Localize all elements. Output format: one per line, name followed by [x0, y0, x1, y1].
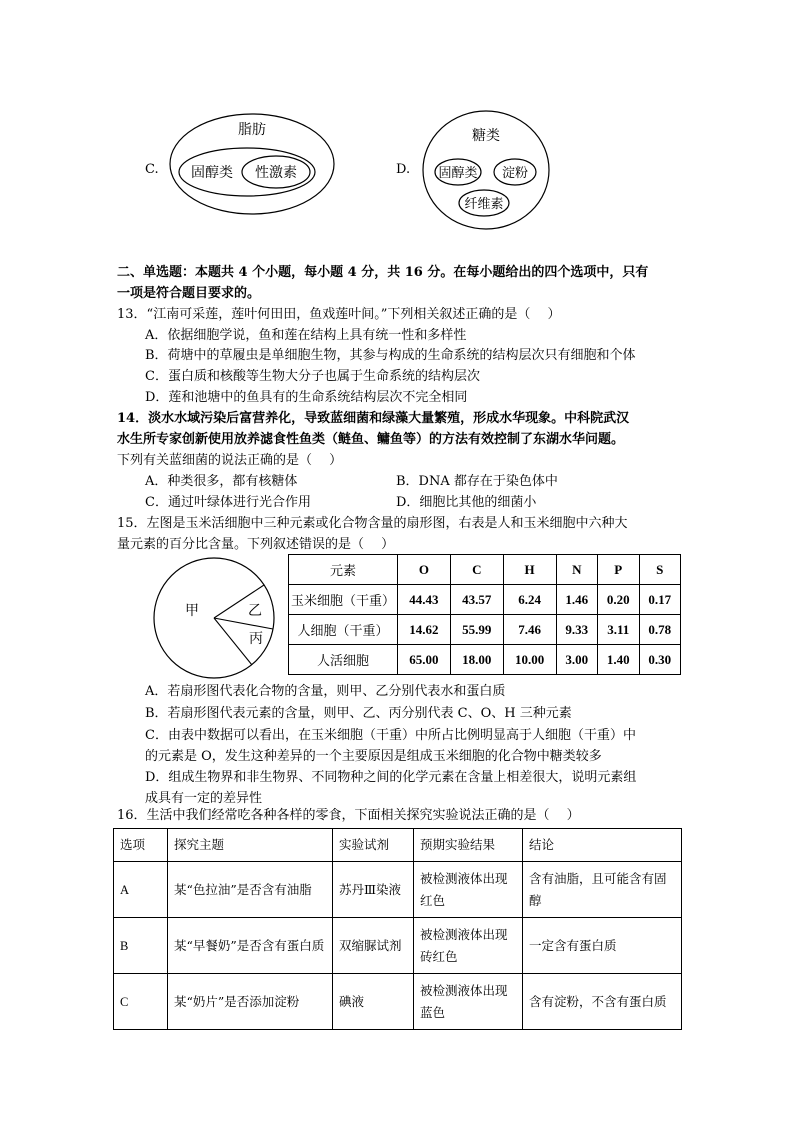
table-row	[114, 974, 682, 1030]
table-cell: 人细胞（干重）	[289, 615, 398, 645]
q14-stem-line3: 下列有关蓝细菌的说法正确的是（ ）	[117, 453, 343, 468]
pie-divider-3	[214, 618, 252, 665]
table-header-cell: 结论	[523, 829, 682, 862]
table-row	[289, 645, 681, 675]
table-cell: 0.20	[598, 585, 639, 615]
section-heading-line1: 二、单选题：本题共 4 个小题，每小题 4 分，共 16 分。在每小题给出的四个选项中，只有	[117, 265, 649, 280]
table-cell: 0.78	[639, 615, 681, 645]
table-row	[289, 615, 681, 645]
q16-stem: 16．生活中我们经常吃各种各样的零食，下面相关探究实验说法正确的是（ ）	[117, 808, 580, 823]
q13-option-c: C．蛋白质和核酸等生物大分子也属于生命系统的结构层次	[145, 369, 480, 384]
table-header-cell: N	[556, 555, 597, 585]
q15-option-d-line2: 成具有一定的差异性	[145, 791, 263, 806]
table-cell: A	[114, 862, 168, 918]
table-row	[289, 585, 681, 615]
table-cell: 7.46	[503, 615, 556, 645]
table-cell: 碘液	[333, 974, 414, 1030]
table-header-cell: P	[598, 555, 639, 585]
table-cell: 3.00	[556, 645, 597, 675]
table-header-row	[114, 829, 682, 862]
table-cell: 9.33	[556, 615, 597, 645]
table-cell: 1.46	[556, 585, 597, 615]
q15-option-d-line1: D．组成生物界和非生物界、不同物种之间的化学元素在含量上相差很大，说明元素组	[145, 770, 637, 785]
table-row	[114, 918, 682, 974]
table-cell: 55.99	[450, 615, 503, 645]
venn-diagram-c	[168, 110, 338, 216]
table-header-cell: 预期实验结果	[414, 829, 523, 862]
q15-option-c-line2: 的元素是 O，发生这种差异的一个主要原因是组成玉米细胞的化合物中糖类较多	[145, 749, 602, 764]
q14-option-b: B．DNA 都存在于染色体中	[396, 474, 558, 489]
table-header-cell: 实验试剂	[333, 829, 414, 862]
table-cell: 44.43	[398, 585, 451, 615]
table-cell: 10.00	[503, 645, 556, 675]
venn-diagram-d	[420, 108, 552, 232]
label-sterol-d: 固醇类	[438, 166, 478, 181]
q14-stem-line2: 水生所专家创新使用放养滤食性鱼类（鲢鱼、鳙鱼等）的方法有效控制了东湖水华问题。	[117, 432, 625, 447]
table-cell: 0.17	[639, 585, 681, 615]
table-cell: 0.30	[639, 645, 681, 675]
label-sex-hormone: 性激素	[255, 165, 297, 181]
table-cell: 被检测液体出现砖红色	[414, 918, 523, 974]
table-cell: 65.00	[398, 645, 451, 675]
table-header-row	[289, 555, 681, 585]
q14-option-c: C．通过叶绿体进行光合作用	[145, 495, 311, 510]
option-c-label: C.	[145, 162, 159, 177]
q15-option-c-line1: C．由表中数据可以看出，在玉米细胞（干重）中所占比例明显高于人细胞（干重）中	[145, 728, 636, 743]
q15-stem-line2: 量元素的百分比含量。下列叙述错误的是（ ）	[117, 537, 395, 552]
table-cell: 一定含有蛋白质	[523, 918, 682, 974]
table-cell: C	[114, 974, 168, 1030]
section-heading-line2: 一项是符合题目要求的。	[117, 286, 261, 301]
pie-diagram	[152, 555, 282, 685]
element-table	[288, 554, 681, 675]
table-cell: 14.62	[398, 615, 451, 645]
table-cell: 3.11	[598, 615, 639, 645]
experiment-table	[113, 828, 682, 1030]
table-cell: 双缩脲试剂	[333, 918, 414, 974]
table-cell: 18.00	[450, 645, 503, 675]
q14-stem-line1: 14．淡水水域污染后富营养化，导致蓝细菌和绿藻大量繁殖，形成水华现象。中科院武汉	[117, 411, 630, 426]
table-cell: 含有淀粉，不含有蛋白质	[523, 974, 682, 1030]
q13-option-b: B．荷塘中的草履虫是单细胞生物，其参与构成的生命系统的结构层次只有细胞和个体	[145, 348, 636, 363]
table-cell: 被检测液体出现蓝色	[414, 974, 523, 1030]
table-header-cell: C	[450, 555, 503, 585]
table-cell: 某“早餐奶”是否含有蛋白质	[168, 918, 333, 974]
table-header-cell: 探究主题	[168, 829, 333, 862]
table-header-cell: O	[398, 555, 451, 585]
table-cell: 6.24	[503, 585, 556, 615]
q13-stem: 13．“江南可采莲，莲叶何田田，鱼戏莲叶间。”下列相关叙述正确的是（ ）	[117, 307, 561, 322]
table-header-cell: 选项	[114, 829, 168, 862]
q15-stem-line1: 15．左图是玉米活细胞中三种元素或化合物含量的扇形图，右表是人和玉米细胞中六种大	[117, 516, 628, 531]
q15-option-b: B．若扇形图代表元素的含量，则甲、乙、丙分别代表 C、O、H 三种元素	[145, 706, 572, 721]
table-cell: 1.40	[598, 645, 639, 675]
pie-label-bing: 丙	[249, 631, 263, 647]
table-header-cell: H	[503, 555, 556, 585]
q13-option-a: A．依据细胞学说，鱼和莲在结构上具有统一性和多样性	[145, 328, 467, 343]
label-sugar: 糖类	[472, 128, 500, 144]
pie-label-jia: 甲	[185, 603, 199, 619]
table-cell: 某“色拉油”是否含有油脂	[168, 862, 333, 918]
table-cell: B	[114, 918, 168, 974]
table-row	[114, 862, 682, 918]
pie-divider-2	[214, 618, 273, 629]
table-cell: 被检测液体出现红色	[414, 862, 523, 918]
label-fat: 脂肪	[238, 122, 266, 138]
label-cellulose: 纤维素	[464, 197, 504, 212]
q15-option-a: A．若扇形图代表化合物的含量，则甲、乙分别代表水和蛋白质	[145, 684, 506, 699]
option-d-label: D.	[396, 162, 411, 177]
table-cell: 人活细胞	[289, 645, 398, 675]
table-cell: 含有油脂，且可能含有固醇	[523, 862, 682, 918]
q14-option-a: A．种类很多，都有核糖体	[145, 474, 298, 489]
label-sterol: 固醇类	[191, 165, 233, 181]
q13-option-d: D．莲和池塘中的鱼具有的生命系统结构层次不完全相同	[145, 390, 468, 405]
table-cell: 43.57	[450, 585, 503, 615]
table-cell: 某“奶片”是否添加淀粉	[168, 974, 333, 1030]
table-header-cell: 元素	[289, 555, 398, 585]
q14-option-d: D．细胞比其他的细菌小	[396, 495, 537, 510]
label-starch: 淀粉	[501, 166, 529, 181]
table-cell: 玉米细胞（干重）	[289, 585, 398, 615]
table-header-cell: S	[639, 555, 681, 585]
pie-label-yi: 乙	[248, 603, 262, 619]
table-cell: 苏丹Ⅲ染液	[333, 862, 414, 918]
